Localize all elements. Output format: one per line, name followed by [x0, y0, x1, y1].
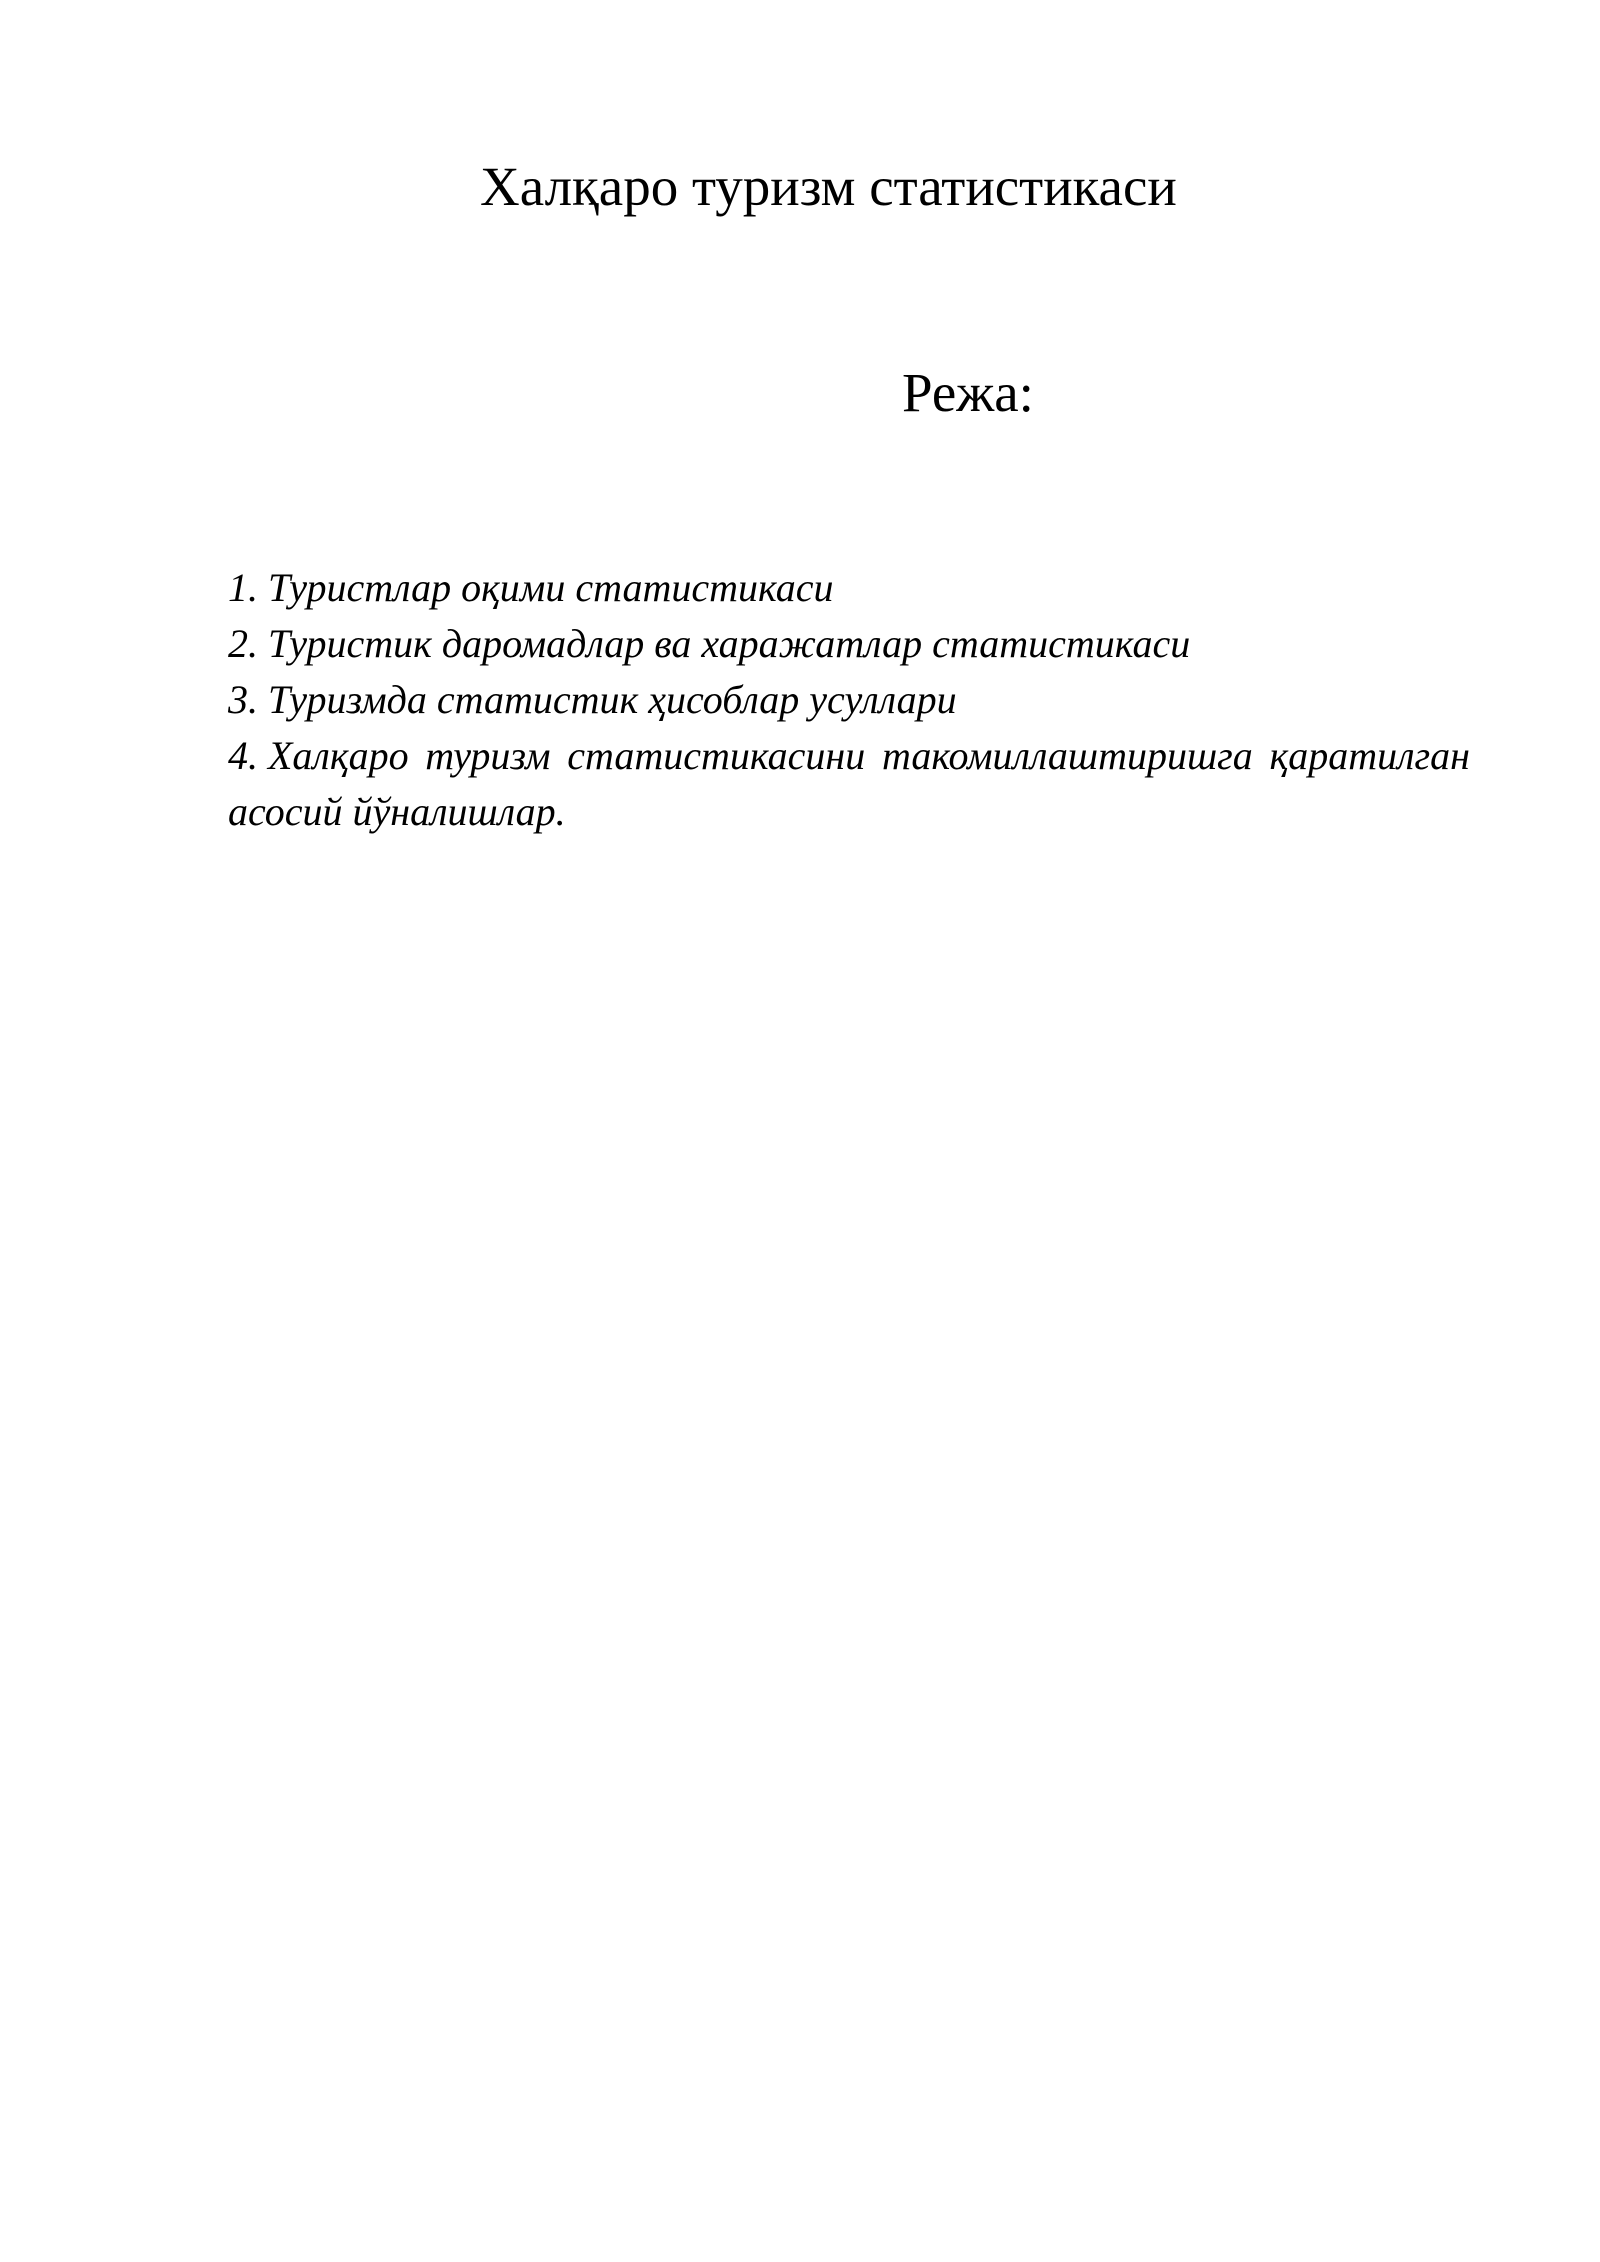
plan-item-number: 4. [228, 733, 258, 778]
plan-item-text: Туристик даромадлар ва харажатлар статистикаси [268, 621, 1191, 666]
plan-item [228, 672, 1470, 728]
plan-item-text: Халқаро туризм статистикасини такомиллаштиришга қаратилган асосий йўналишлар. [228, 733, 1470, 834]
plan-item-text: Туризмда статистик ҳисоблар усуллари [268, 677, 957, 722]
plan-item-number: 2. [228, 621, 258, 666]
plan-item [228, 728, 1470, 840]
plan-heading: Режа: [902, 362, 1034, 423]
plan-item-text: Туристлар оқими статистикаси [268, 565, 834, 610]
plan-item [228, 616, 1470, 672]
document-title: Халқаро туризм статистикаси [480, 156, 1177, 217]
plan-item-number: 3. [228, 677, 258, 722]
plan-list [228, 560, 1470, 840]
plan-item [228, 560, 1470, 616]
plan-item-number: 1. [228, 565, 258, 610]
